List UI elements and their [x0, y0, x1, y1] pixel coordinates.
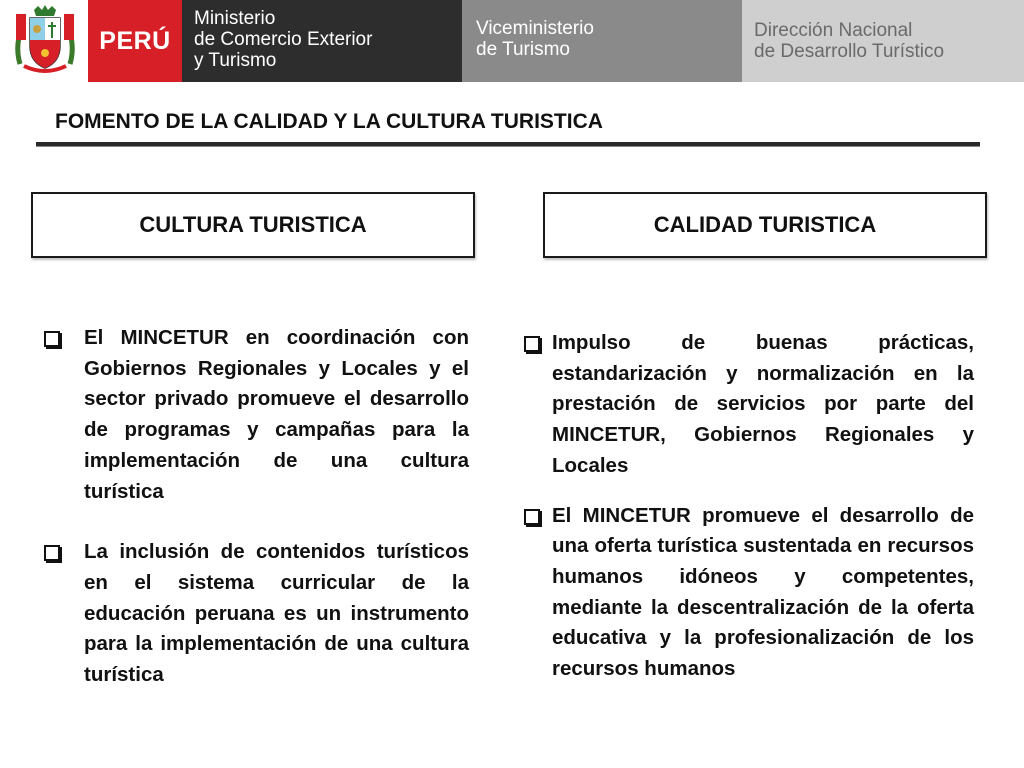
title-divider [36, 142, 980, 147]
list-item [522, 328, 974, 482]
viceministry-block [462, 0, 742, 82]
slide-title: FOMENTO DE LA CALIDAD Y LA CULTURA TURISTICA [55, 110, 603, 133]
header-banner [0, 0, 1024, 82]
checkbox-bullet-icon [44, 331, 60, 347]
peru-label [88, 0, 182, 82]
calidad-turistica-heading [543, 192, 987, 258]
list-item [44, 537, 469, 691]
list-item [44, 323, 469, 507]
directorate-line-1: Dirección Nacional [754, 20, 913, 41]
ministry-line-3: y Turismo [194, 50, 277, 71]
bullet-text: La inclusión de contenidos turísticos en el sistema curricular de la educación peruana es un instrumento para la implementación de una cultura turística [84, 540, 469, 687]
checkbox-bullet-icon [524, 336, 540, 352]
directorate-block [742, 0, 1024, 82]
section-heading-label: CALIDAD TURISTICA [653, 212, 877, 237]
checkbox-bullet-icon [524, 509, 540, 525]
country-name: PERÚ [99, 26, 171, 55]
bullet-text: Impulso de buenas prácticas, estandarización y normalización en la prestación de servicios por parte del MINCETUR, Gobiernos Regionales y Locales [552, 331, 974, 477]
ministry-line-2: de Comercio Exterior [194, 29, 373, 50]
bullet-text: El MINCETUR promueve el desarrollo de una oferta turística sustentada en recursos humanos idóneos y competentes, mediante la descentralización de la oferta educativa y la profesionalización de los recursos humanos [552, 503, 974, 681]
coat-of-arms-icon [10, 4, 80, 76]
section-heading-label: CULTURA TURISTICA [139, 212, 367, 237]
viceministry-line-2: de Turismo [476, 39, 570, 60]
list-item [522, 501, 974, 685]
checkbox-bullet-icon [44, 545, 60, 561]
cultura-turistica-heading [31, 192, 475, 258]
bullet-text: El MINCETUR en coordinación con Gobiernos Regionales y Locales y el sector privado promueve el desarrollo de programas y campañas para la implementación de una cultura turística [84, 326, 469, 503]
directorate-line-2: de Desarrollo Turístico [754, 41, 945, 62]
calidad-bullet-list [522, 328, 974, 685]
ministry-block [182, 0, 462, 82]
ministry-line-1: Ministerio [194, 8, 276, 29]
viceministry-line-1: Viceministerio [476, 18, 594, 39]
cultura-bullet-list [44, 323, 469, 691]
